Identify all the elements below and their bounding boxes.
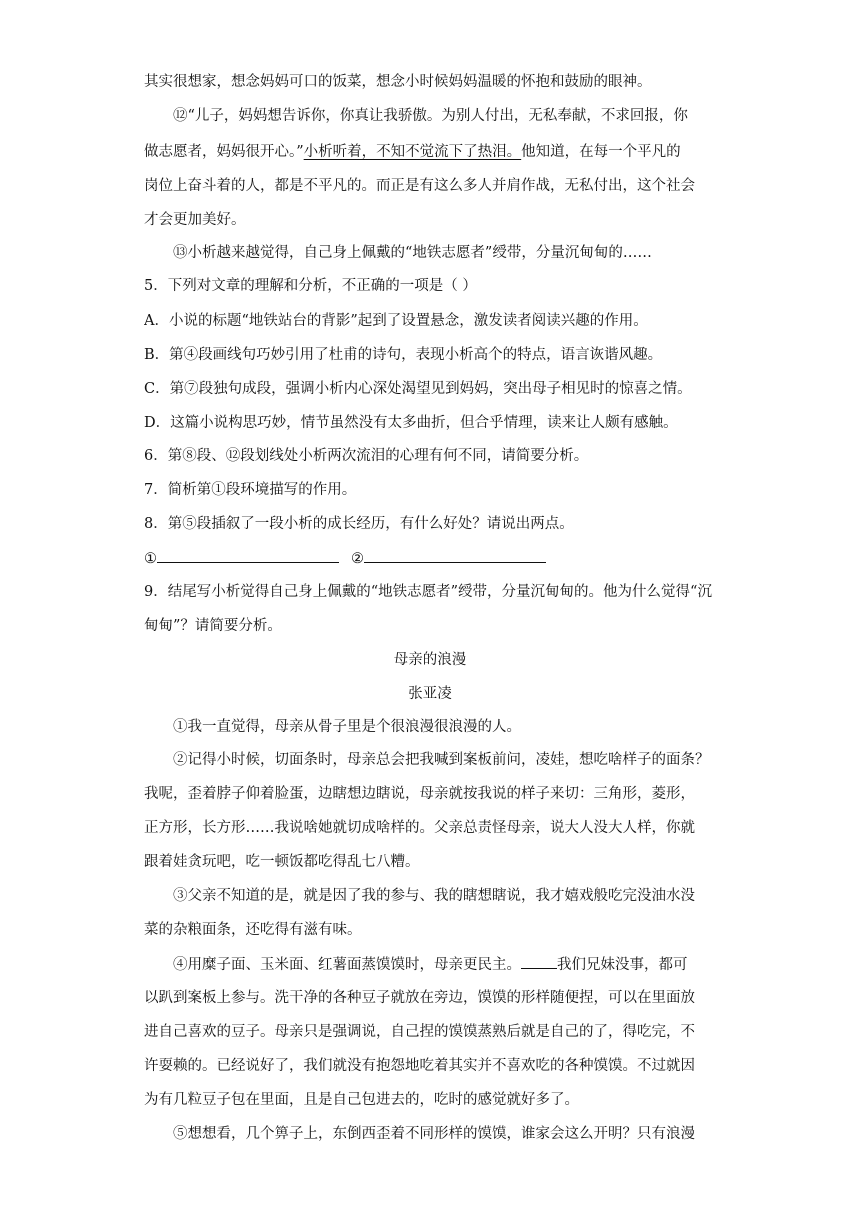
emphasis-char: 正	[356, 278, 371, 294]
story2-p4-line4: 许耍赖的。已经说好了，我们就没有抱怨地吃着其实并不喜欢吃的各种馍馍。不过就因	[144, 1058, 695, 1074]
story2-p1: ①我一直觉得，母亲从骨子里是个很浪漫很浪漫的人。	[173, 719, 521, 735]
story2-p5-line1: ⑤想想看，几个箅子上，东倒西歪着不同形样的馍馍，谁家会这么开明？只有浪漫	[173, 1126, 695, 1142]
question-5-prefix: 5．下列对文章的理解和分析，	[144, 278, 342, 294]
story1-p12-line1: ⑫“儿子，妈妈想告诉你，你真让我骄傲。为别人付出，无私奉献，不求回报，你	[173, 108, 688, 124]
story2-p2-line4: 跟着娃贪玩吧，吃一顿饭都吃得乱七八糟。	[144, 854, 420, 870]
question-6: 6．第⑧段、⑫段划线处小析两次流泪的心理有何不同，请简要分析。	[144, 448, 589, 464]
story2-p4-text: 我们兄妹没事，都可	[557, 957, 688, 973]
emphasis-char: 不	[341, 278, 357, 294]
fill-in-blank[interactable]	[521, 954, 557, 969]
question-5-suffix: 的一项是（ ）	[385, 278, 477, 294]
story2-p4-text: ④用糜子面、玉米面、红薯面蒸馍馍时，母亲更民主。	[173, 957, 521, 973]
story2-p4-line5: 为有几粒豆子包在里面，且是自己包进去的，吃时的感觉就好多了。	[144, 1092, 579, 1108]
story2-p4-line2: 以趴到案板上参与。洗干净的各种豆子就放在旁边，馍馍的形样随便捏，可以在里面放	[144, 990, 695, 1006]
answer-blank-2[interactable]	[364, 548, 546, 563]
story2-p4-line3: 进自己喜欢的豆子。母亲只是强调说，自己捏的馍馍蒸熟后就是自己的了，得吃完，不	[144, 1024, 695, 1040]
story1-p12-line4: 才会更加美好。	[144, 212, 246, 228]
story1-p12-underlined-sentence: 小析听着，不知不觉流下了热泪。	[303, 144, 522, 160]
question-5	[144, 276, 716, 296]
story2-p4-line1	[173, 954, 716, 975]
story1-p12-line2	[144, 142, 716, 162]
story2-p2-line3: 正方形，长方形……我说啥她就切成啥样的。父亲总责怪母亲，说大人没大人样，你就	[144, 820, 695, 836]
article-author: 张亚凌	[408, 686, 452, 702]
story2-p3-line2: 菜的杂粮面条，还吃得有滋有味。	[144, 922, 362, 938]
question-9-line2: 甸甸”？请简要分析。	[144, 618, 282, 634]
story1-p12-text: 做志愿者，妈妈很开心。”	[144, 144, 304, 160]
emphasis-char: 确	[370, 278, 386, 294]
story1-p12-text: 他知道，在每一个平凡的	[521, 144, 681, 160]
story1-paragraph-end: 其实很想家，想念妈妈可口的饭菜，想念小时候妈妈温暖的怀抱和鼓励的眼神。	[144, 74, 652, 90]
question-7: 7．简析第①段环境描写的作用。	[144, 482, 357, 498]
question-5-option-b: B．第④段画线句巧妙引用了杜甫的诗句，表现小析高个的特点，语言诙谐风趣。	[144, 347, 663, 363]
answer-blank-2-label: ②	[351, 551, 364, 567]
story2-p3-line1: ③父亲不知道的是，就是因了我的参与、我的瞎想瞎说，我才嬉戏般吃完没油水没	[173, 888, 695, 904]
answer-blank-1-label: ①	[144, 551, 157, 567]
question-5-option-c: C．第⑦段独句成段，强调小析内心深处渴望见到妈妈，突出母子相见时的惊喜之情。	[144, 381, 692, 397]
question-5-option-a: A．小说的标题“地铁站台的背影”起到了设置悬念，激发读者阅读兴趣的作用。	[144, 313, 648, 329]
story2-p2-line2: 我呢，歪着脖子仰着脸蛋，边瞎想边瞎说，母亲就按我说的样子来切：三角形，菱形，	[144, 786, 695, 802]
question-9-line1: 9．结尾写小析觉得自己身上佩戴的“地铁志愿者”绶带，分量沉甸甸的。他为什么觉得“沉	[144, 584, 712, 600]
question-5-option-d: D．这篇小说构思巧妙，情节虽然没有太多曲折，但合乎情理，读来让人颇有感触。	[144, 415, 678, 431]
article-title: 母亲的浪漫	[393, 652, 467, 668]
story1-p13: ⑬小析越来越觉得，自己身上佩戴的“地铁志愿者”绶带，分量沉甸甸的……	[173, 245, 652, 261]
story1-p12-line3: 岗位上奋斗着的人，都是不平凡的。而正是有这么多人并肩作战，无私付出，这个社会	[144, 178, 695, 194]
story2-p2-line1: ②记得小时候，切面条时，母亲总会把我喊到案板前问，凌娃，想吃啥样子的面条？	[173, 752, 710, 768]
question-8: 8．第⑤段插叙了一段小析的成长经历，有什么好处？请说出两点。	[144, 516, 574, 532]
answer-blank-1[interactable]	[157, 548, 339, 563]
question-8-answer-blanks	[144, 548, 716, 569]
